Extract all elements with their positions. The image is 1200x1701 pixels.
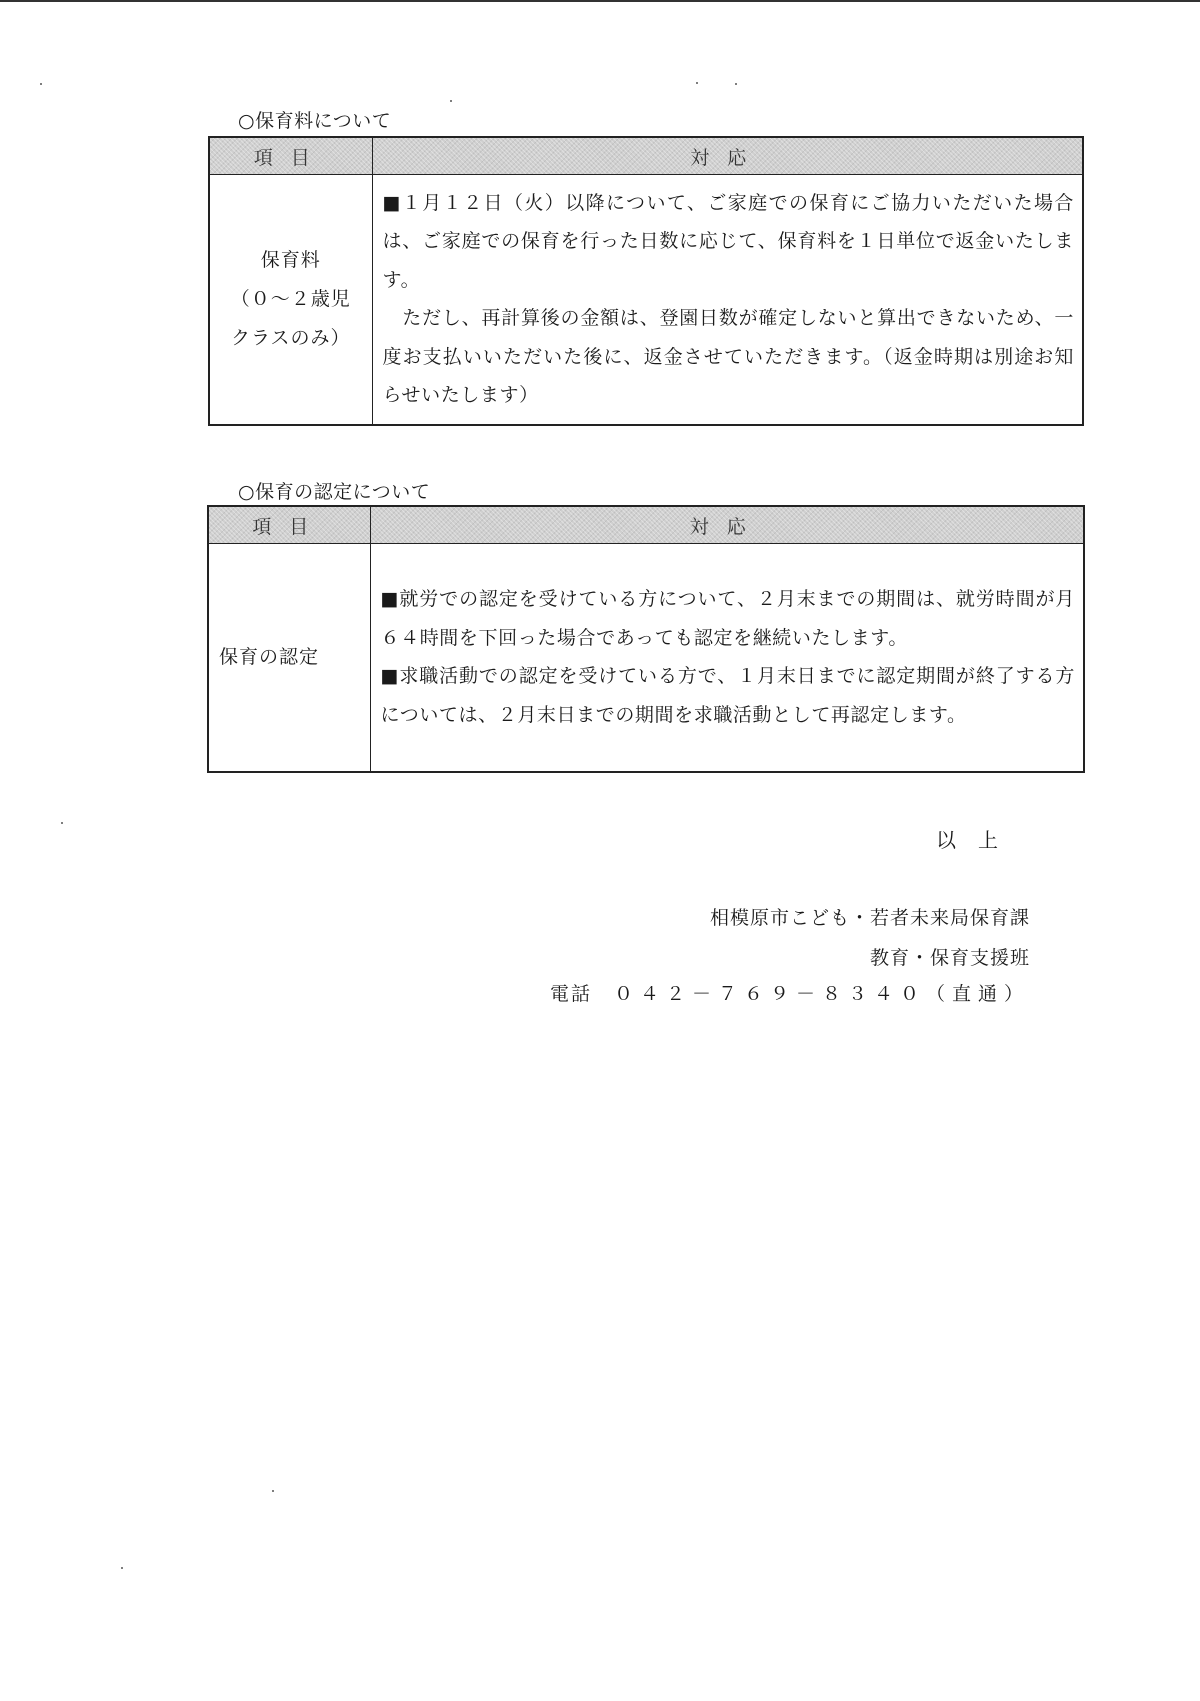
scan-speck [40,83,42,85]
fee-table-row [209,175,1083,425]
fee-table [208,136,1084,426]
closing-mark: 以上 [936,828,1020,852]
fee-item-line: 保育料 [260,248,321,271]
employment-certification-paragraph: ■就労での認定を受けている方について、２月末までの期間は、就労時間が月６４時間を下回った場合であっても認定を継続いたします。 [380,588,1075,649]
scan-speck [696,82,698,84]
certification-response-cell [370,544,1084,772]
certification-table-header-item: 項目 [208,506,370,544]
fee-table-header-item: 項目 [209,137,372,175]
phone-number: ０４２－７６９－８３４０（直通） [613,983,1030,1005]
contact-department: 相模原市こども・若者未来局保育課 [709,907,1030,929]
fee-item-cell [209,175,372,425]
fee-item-line: クラスのみ） [231,326,351,349]
certification-table-row [208,544,1084,772]
fee-table-header-row [209,137,1083,175]
phone-label: 電話 [549,983,592,1005]
certification-table-header-row [208,506,1084,544]
fee-section-heading: ○保育料について [238,110,392,132]
fee-refund-timing-paragraph: ただし、再計算後の金額は、登園日数が確定しないと算出できないため、一度お支払いいただいた後に、返金させていただきます。（返金時期は別途お知らせいたします） [382,307,1074,407]
certification-section-heading: ○保育の認定について [238,481,431,503]
scan-speck [121,1567,123,1569]
fee-table-header-response: 対応 [372,137,1083,175]
page-top-border [0,0,1200,2]
scan-speck [272,1490,274,1492]
fee-item-line: （０～２歳児 [230,287,351,310]
certification-table [207,505,1085,773]
scan-speck [450,100,452,102]
contact-phone [550,979,1030,1006]
contact-team: 教育・保育支援班 [869,947,1030,969]
certification-item-cell: 保育の認定 [208,544,370,772]
certification-table-header-response: 対応 [370,506,1084,544]
scan-speck [735,83,737,85]
job-seeking-certification-paragraph: ■求職活動での認定を受けている方で、１月末日までに認定期間が終了する方については、２月末日までの期間を求職活動として再認定します。 [380,665,1075,726]
fee-response-cell [372,175,1083,425]
fee-refund-paragraph: ■１月１２日（火）以降について、ご家庭での保育にご協力いただいた場合は、ご家庭での保育を行った日数に応じて、保育料を１日単位で返金いたします。 [382,191,1074,291]
scan-speck [61,822,63,824]
